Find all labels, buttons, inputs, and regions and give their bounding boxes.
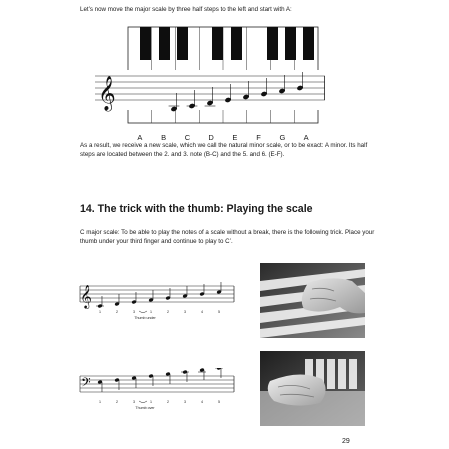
- note-label: G: [279, 133, 286, 142]
- keyboard-staff-figure: [95, 26, 325, 131]
- note-label: D: [208, 133, 214, 142]
- treble-exercise-staff: [78, 278, 238, 323]
- fingering: 1: [150, 310, 152, 314]
- page-number: 29: [342, 438, 350, 445]
- note: [131, 376, 136, 388]
- hand-on-piano-photo-top: [260, 263, 365, 338]
- thumb-under-arc-icon: [139, 311, 147, 313]
- note: [182, 286, 187, 298]
- treble-clef-icon: 𝄞: [98, 76, 116, 111]
- fingering: 2: [116, 310, 118, 314]
- note-label: B: [161, 133, 167, 142]
- note-label: A: [303, 133, 309, 142]
- fingering: 5: [218, 400, 220, 404]
- result-paragraph: As a result, we receive a new scale, which we call the natural minor scale, or to be exact: A minor. Its half steps are located between the 2. and 3. note (B-C) and the 5. and 6. (E-F).: [80, 142, 368, 158]
- fingering: 5: [218, 310, 220, 314]
- note-label: E: [232, 133, 238, 142]
- fingering: 3: [184, 310, 186, 314]
- thumb-annotation: Thumb over: [135, 406, 155, 410]
- fingering: 3: [133, 400, 135, 404]
- hand-on-piano-photo-bottom: [260, 351, 365, 426]
- fingering: 1: [99, 310, 101, 314]
- note-label: F: [256, 133, 261, 142]
- note: [97, 380, 102, 392]
- fingering: 2: [167, 310, 169, 314]
- note: [165, 372, 170, 384]
- note-label: C: [184, 133, 191, 142]
- cmajor-paragraph: C major scale: To be able to play the notes of a scale without a break, there is the following trick. Place your thumb under your third finger and continue to play to C’.: [80, 229, 375, 245]
- fingering: 1: [99, 400, 101, 404]
- intro-paragraph: Let’s now move the major scale by three half steps to the left and start with A:: [80, 6, 292, 13]
- bass-exercise-staff: [78, 368, 238, 413]
- treble-clef-icon: 𝄞: [80, 284, 92, 308]
- thumb-over-arc-icon: [139, 401, 147, 403]
- thumb-annotation: Thumb under: [134, 316, 156, 320]
- note-label-row: [95, 132, 325, 142]
- fingering: 3: [184, 400, 186, 404]
- bass-clef-icon: 𝄢: [81, 375, 91, 393]
- note: [114, 294, 119, 306]
- fingering: 1: [150, 400, 152, 404]
- fingering: 2: [116, 400, 118, 404]
- note: [198, 368, 206, 380]
- treble-staff-large: [95, 70, 325, 112]
- note: [215, 368, 223, 378]
- fingering: 4: [201, 310, 203, 314]
- fingering: 4: [201, 400, 203, 404]
- note: [216, 282, 221, 294]
- section-heading: 14. The trick with the thumb: Playing the scale: [80, 203, 313, 215]
- note: [148, 290, 153, 302]
- fingering: 2: [167, 400, 169, 404]
- note-label: A: [137, 133, 143, 142]
- fingering: 3: [133, 310, 135, 314]
